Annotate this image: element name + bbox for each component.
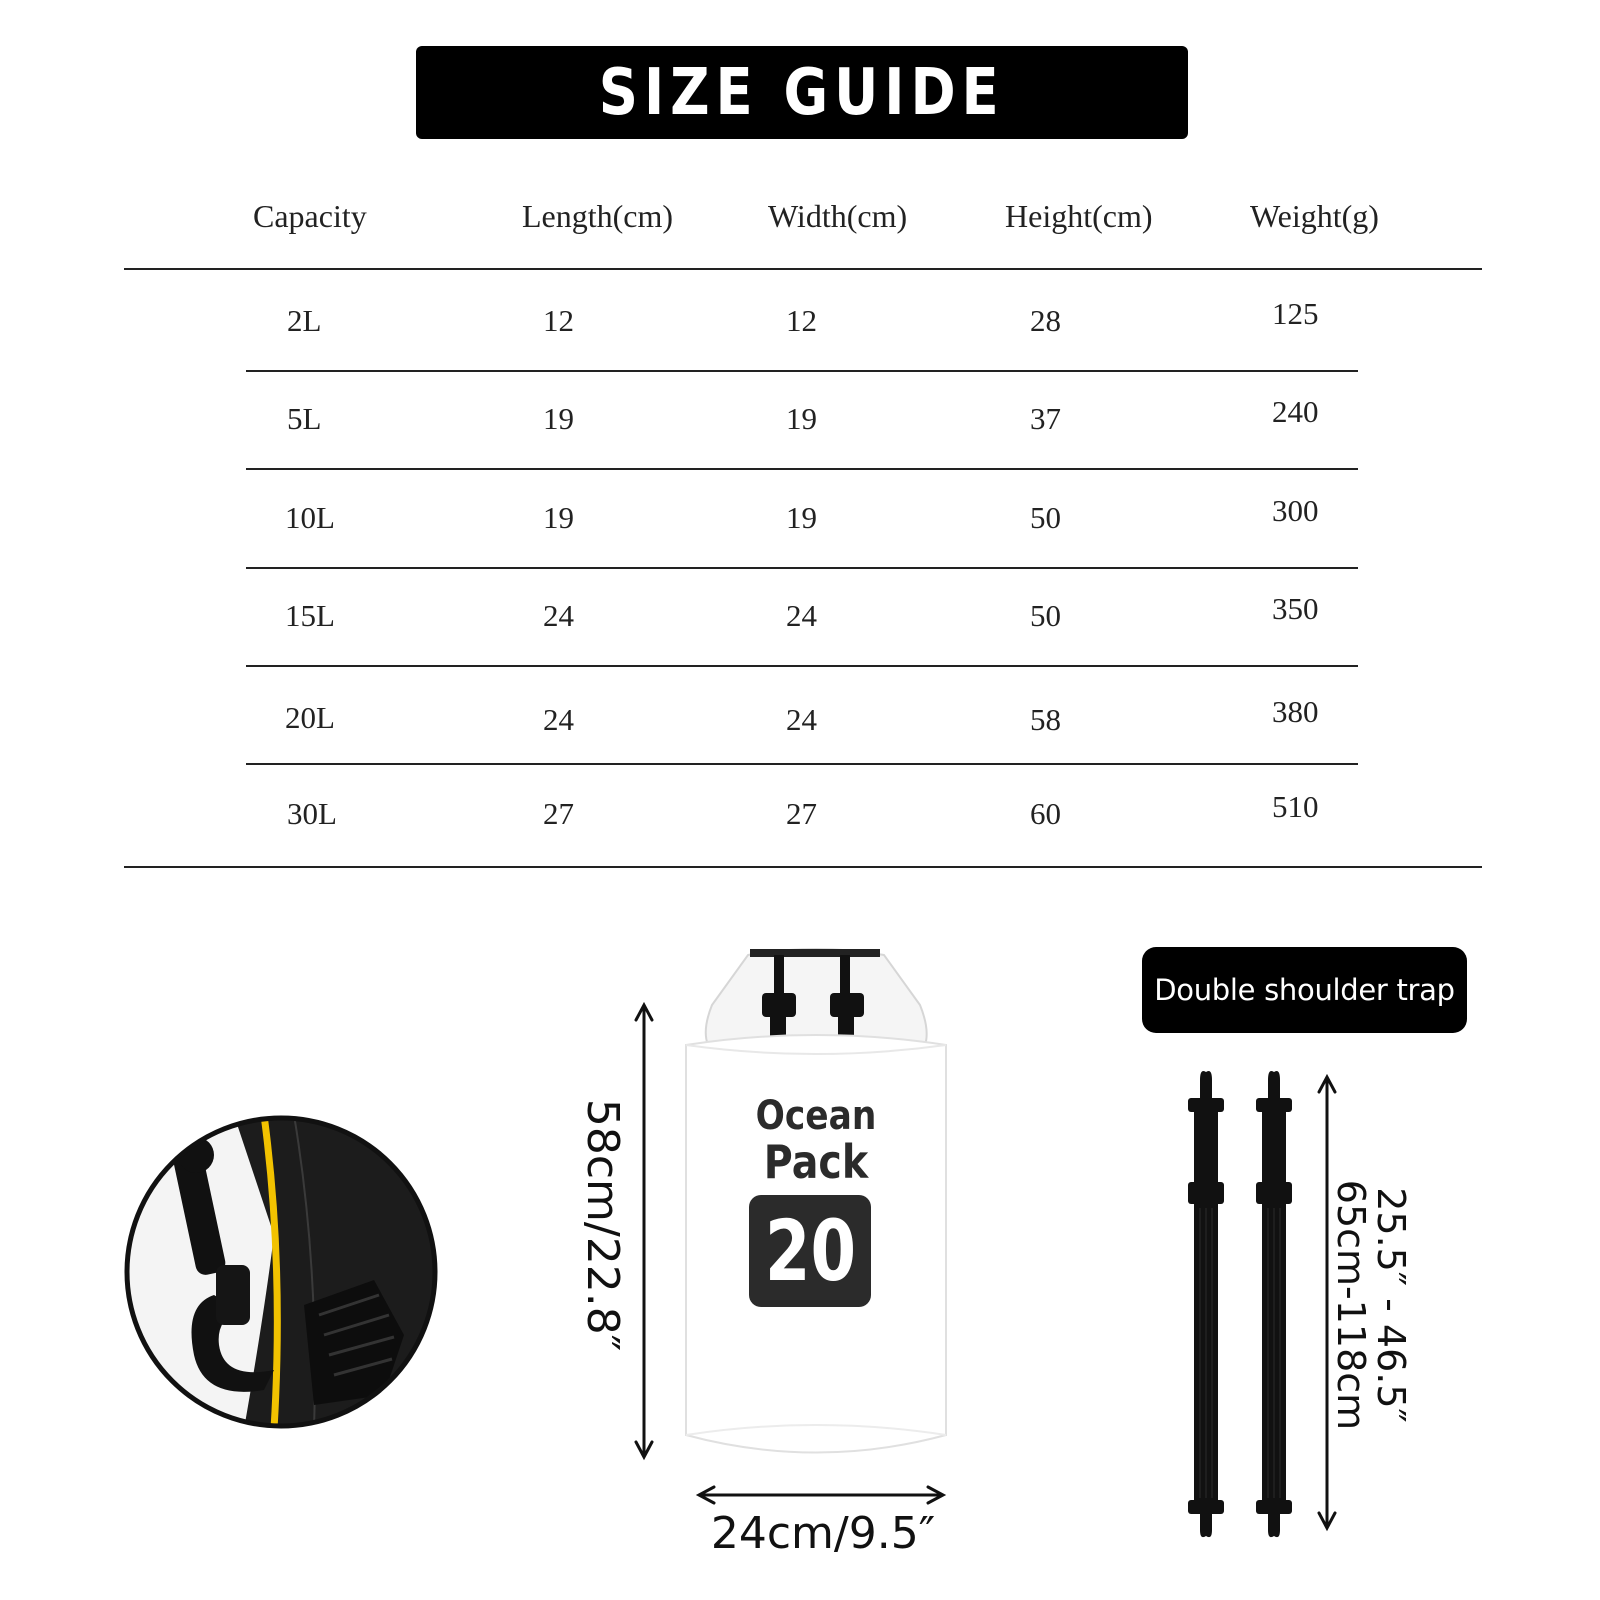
header-weight: Weight(g) <box>1250 198 1379 234</box>
row-divider <box>246 567 1358 569</box>
buckle-detail-image <box>124 1115 438 1429</box>
strap-length-cm-label: 65cm-118cm <box>1329 1179 1373 1431</box>
row-divider <box>246 665 1358 667</box>
cell-weight: 125 <box>1272 296 1319 331</box>
cell-capacity: 2L <box>287 303 322 338</box>
cell-height: 28 <box>1030 303 1061 338</box>
cell-width: 19 <box>786 500 817 535</box>
strap-length-in-label: 25.5″ - 46.5″ <box>1369 1187 1413 1423</box>
bag-width-label: 24cm/9.5″ <box>710 1508 936 1559</box>
cell-capacity: 20L <box>285 700 335 735</box>
bag-brand-line1: Ocean <box>755 1093 877 1139</box>
dry-bag-image <box>680 945 952 1475</box>
cell-height: 37 <box>1030 401 1061 436</box>
bag-height-label: 58cm/22.8″ <box>577 1098 628 1352</box>
header-capacity: Capacity <box>253 198 367 234</box>
cell-width: 12 <box>786 303 817 338</box>
header-length: Length(cm) <box>522 198 674 234</box>
cell-weight: 350 <box>1272 591 1319 626</box>
cell-width: 24 <box>786 598 817 633</box>
cell-weight: 510 <box>1272 789 1319 824</box>
cell-length: 24 <box>543 598 574 633</box>
cell-width: 19 <box>786 401 817 436</box>
header-height: Height(cm) <box>1005 198 1153 234</box>
cell-length: 12 <box>543 303 574 338</box>
table-top-rule <box>124 268 1482 270</box>
size-guide-title: SIZE GUIDE <box>599 55 1005 130</box>
cell-length: 19 <box>543 401 574 436</box>
cell-length: 24 <box>543 702 574 737</box>
cell-capacity: 10L <box>285 500 335 535</box>
shoulder-straps-image <box>1170 1068 1310 1538</box>
table-bottom-rule <box>124 866 1482 868</box>
shoulder-strap-label: Double shoulder trap <box>1154 973 1455 1007</box>
bag-brand-line2: Pack <box>763 1135 869 1189</box>
cell-height: 60 <box>1030 796 1061 831</box>
cell-height: 50 <box>1030 598 1061 633</box>
cell-capacity: 30L <box>287 796 337 831</box>
shoulder-strap-label-pill <box>1142 947 1467 1033</box>
cell-capacity: 5L <box>287 401 322 436</box>
size-guide-banner <box>416 46 1188 139</box>
cell-weight: 380 <box>1272 694 1319 729</box>
bag-number-badge <box>749 1195 871 1307</box>
row-divider <box>246 370 1358 372</box>
cell-capacity: 15L <box>285 598 335 633</box>
cell-height: 50 <box>1030 500 1061 535</box>
cell-height: 58 <box>1030 702 1061 737</box>
row-divider <box>246 763 1358 765</box>
row-divider <box>246 468 1358 470</box>
cell-length: 27 <box>543 796 574 831</box>
cell-length: 19 <box>543 500 574 535</box>
cell-weight: 240 <box>1272 394 1319 429</box>
cell-width: 27 <box>786 796 817 831</box>
bag-number: 20 <box>764 1202 856 1300</box>
header-width: Width(cm) <box>768 198 908 234</box>
cell-weight: 300 <box>1272 493 1319 528</box>
cell-width: 24 <box>786 702 817 737</box>
